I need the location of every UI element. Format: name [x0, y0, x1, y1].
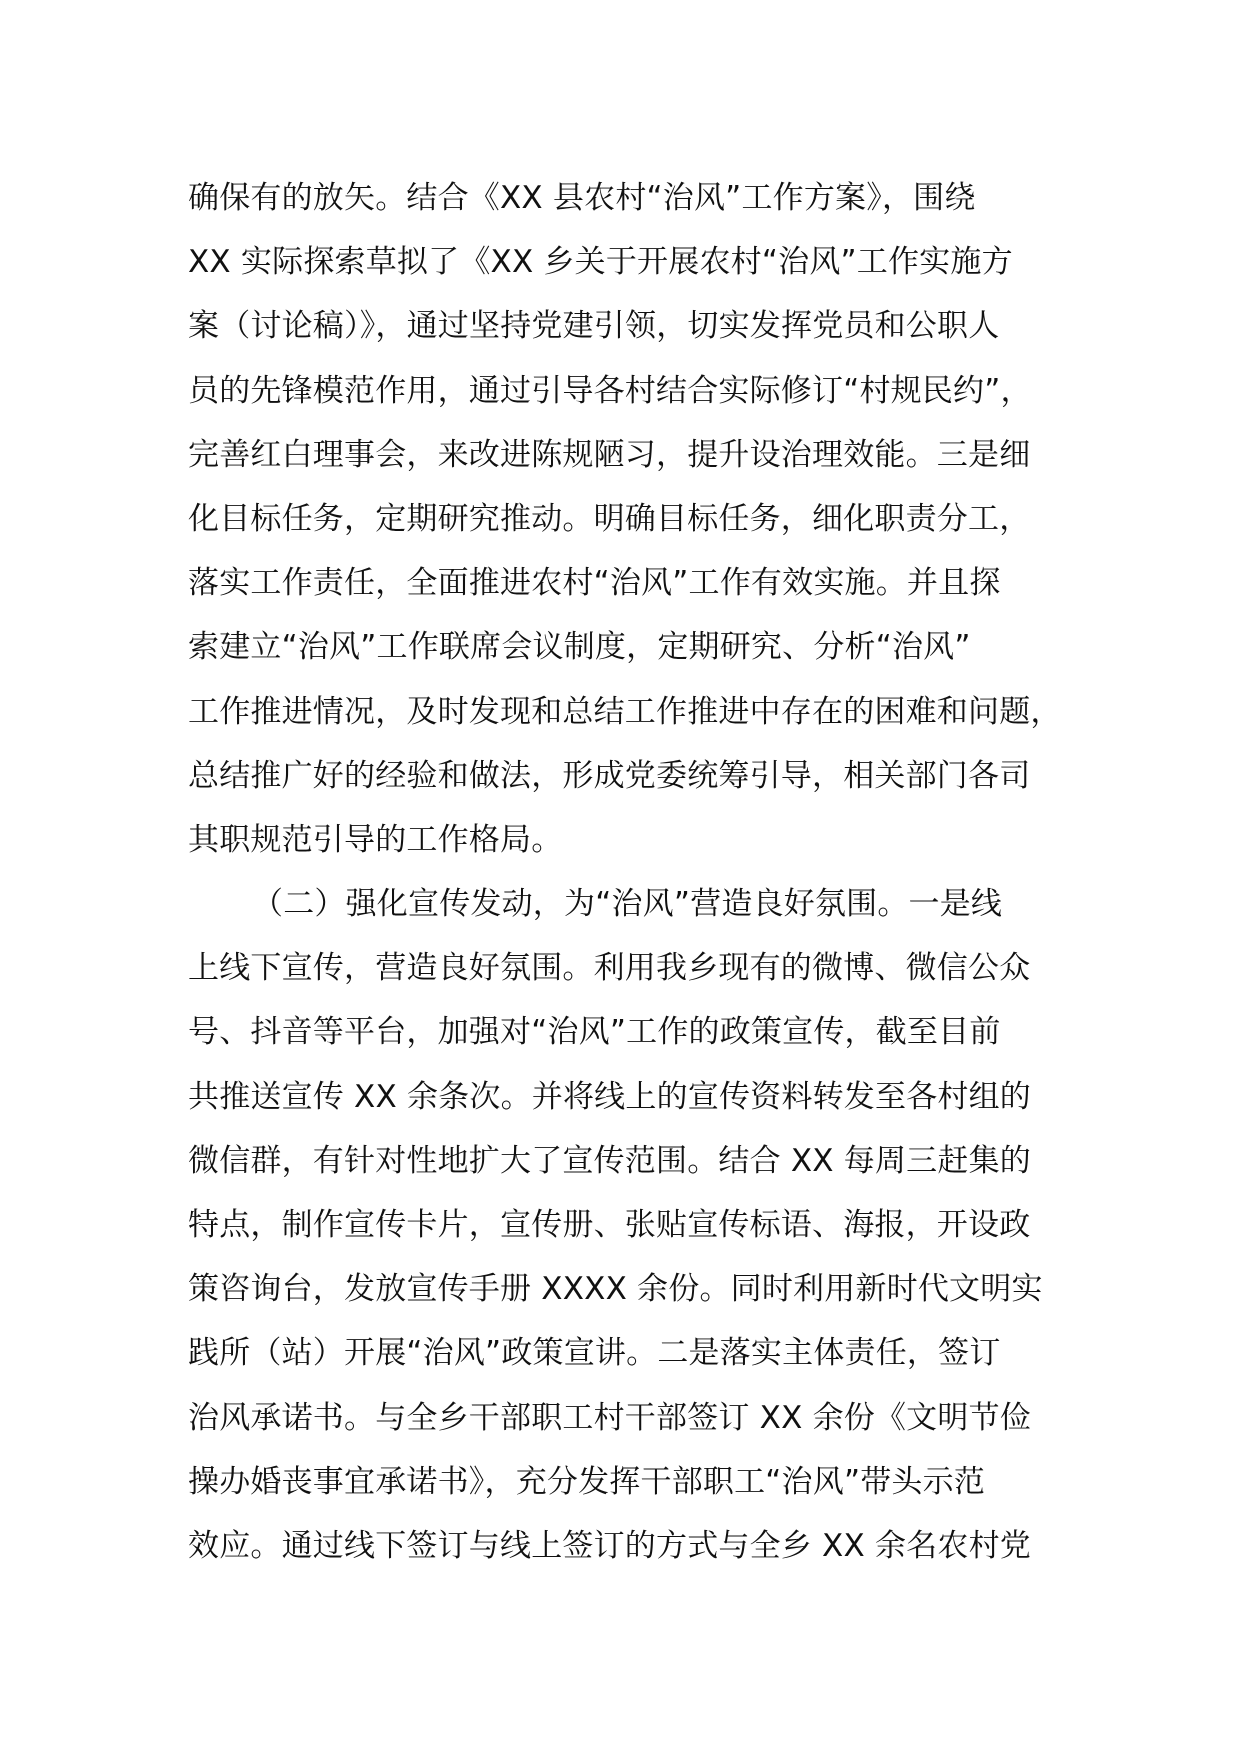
text-line: 效应。通过线下签订与线上签订的方式与全乡 XX 余名农村党 [188, 1527, 1031, 1564]
text-line: 践所（站）开展“治风”政策宣讲。二是落实主体责任，签订 [188, 1335, 1001, 1372]
text-line: 总结推广好的经验和做法，形成党委统筹引导，相关部门各司 [188, 757, 1031, 794]
text-line: XX 实际探索草拟了《XX 乡关于开展农村“治风”工作实施方 [188, 244, 1013, 281]
text-line: 索建立“治风”工作联席会议制度，定期研究、分析“治风” [188, 629, 971, 666]
text-line: 特点，制作宣传卡片，宣传册、张贴宣传标语、海报，开设政 [188, 1207, 1031, 1243]
section-heading-line: （二）强化宣传发动，为“治风”营造良好氛围。一是线 [252, 886, 1003, 923]
text-line: 落实工作责任，全面推进农村“治风”工作有效实施。并且探 [188, 565, 1001, 602]
text-line: 案（讨论稿）》，通过坚持党建引领，切实发挥党员和公职人 [188, 308, 1000, 345]
text-line: 确保有的放矢。结合《XX 县农村“治风”工作方案》，围绕 [188, 180, 976, 216]
text-line: 员的先锋模范作用，通过引导各村结合实际修订“村规民约”， [188, 372, 1032, 409]
text-line: 策咨询台，发放宣传手册 XXXX 余份。同时利用新时代文明实 [188, 1271, 1043, 1308]
text-line: 工作推进情况，及时发现和总结工作推进中存在的困难和问题， [188, 693, 1062, 730]
body-text [188, 166, 1088, 1578]
text-line: 治风承诺书。与全乡干部职工村干部签订 XX 余份《文明节俭 [188, 1399, 1031, 1436]
text-line: 号、抖音等平台，加强对“治风”工作的政策宣传，截至目前 [188, 1014, 1001, 1051]
text-line: 操办婚丧事宜承诺书》，充分发挥干部职工“治风”带头示范 [188, 1463, 986, 1500]
text-line: 化目标任务，定期研究推动。明确目标任务，细化职责分工， [188, 500, 1031, 537]
text-line: 完善红白理事会，来改进陈规陋习，提升设治理效能。三是细 [188, 436, 1031, 473]
text-line: 共推送宣传 XX 余条次。并将线上的宣传资料转发至各村组的 [188, 1078, 1031, 1115]
text-line: 其职规范引导的工作格局。 [188, 821, 563, 858]
text-line: 上线下宣传，营造良好氛围。利用我乡现有的微博、微信公众 [188, 950, 1031, 987]
text-line: 微信群，有针对性地扩大了宣传范围。结合 XX 每周三赶集的 [188, 1142, 1031, 1179]
